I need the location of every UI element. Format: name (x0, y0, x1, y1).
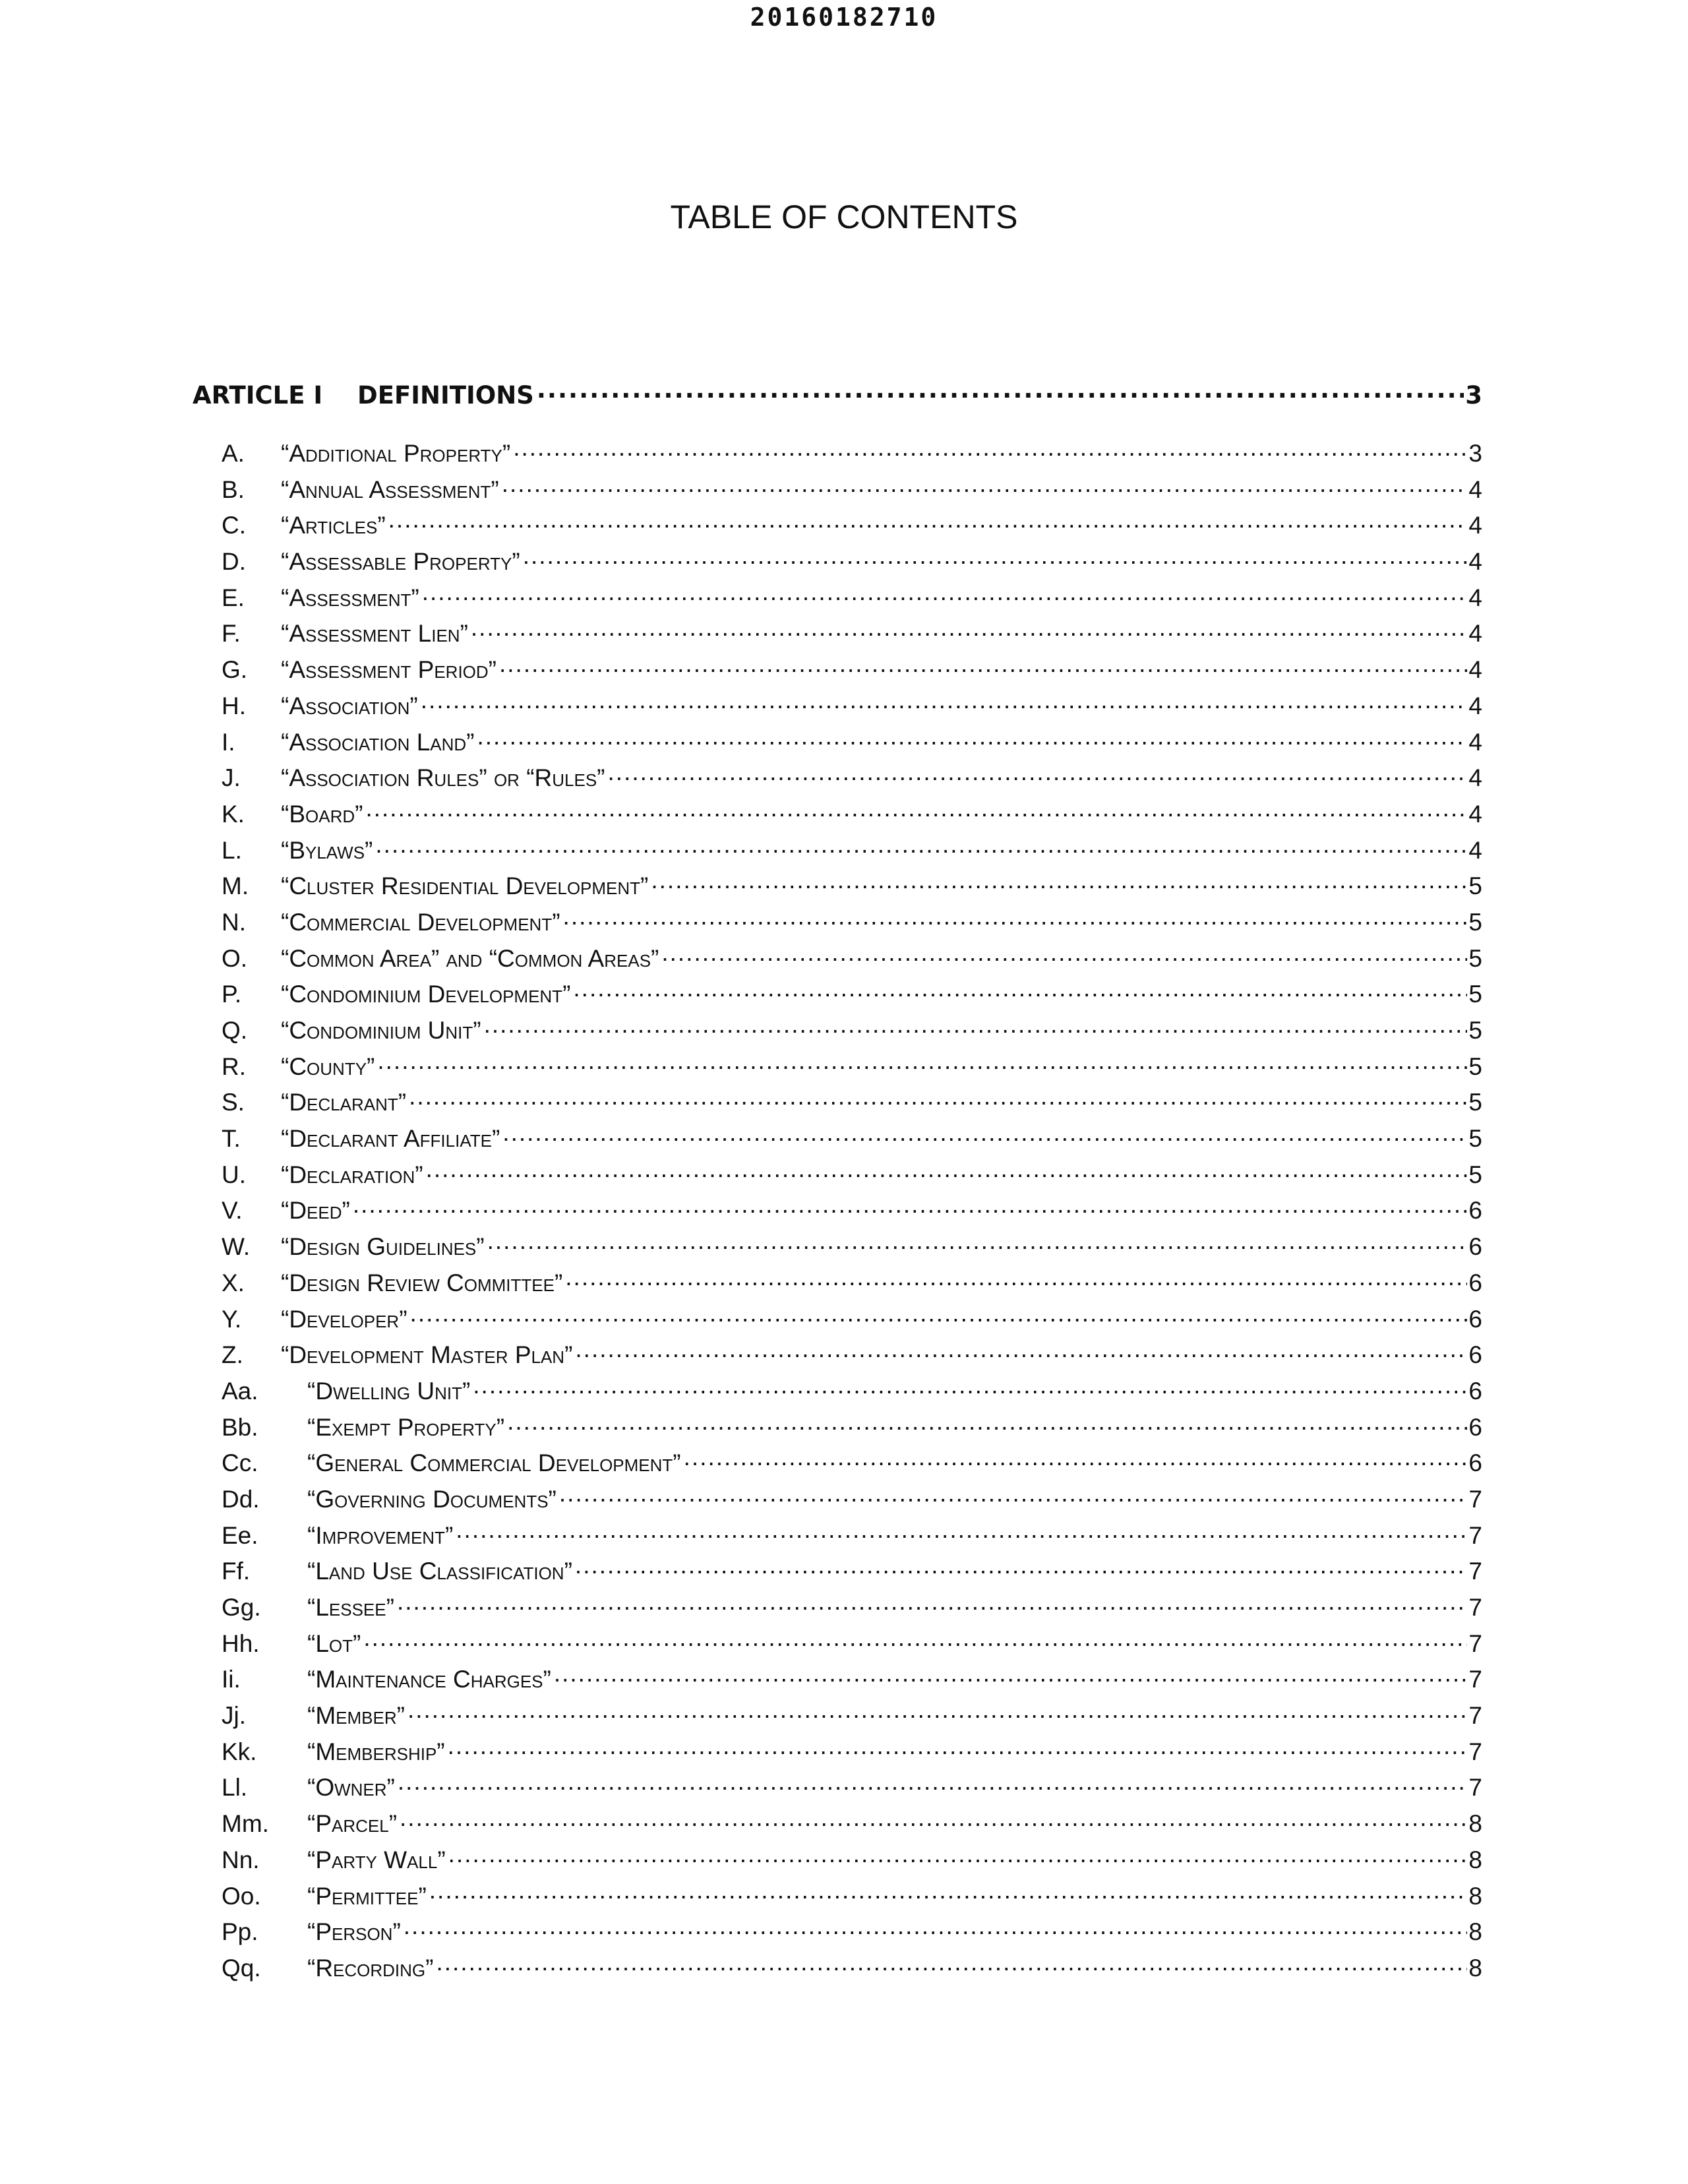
entry-letter: S. (222, 1089, 245, 1116)
toc-entry (193, 1267, 1482, 1303)
toc-entry-list (193, 437, 1482, 1988)
entry-page-number: 4 (1468, 620, 1482, 648)
toc-entry (193, 653, 1482, 690)
dot-leader (562, 1267, 1467, 1291)
entry-page-number: 8 (1468, 1810, 1482, 1838)
toc-entry (193, 1122, 1482, 1159)
entry-term: “Person” (307, 1918, 401, 1946)
entry-letter: Kk. (222, 1738, 257, 1765)
entry-term: “Developer” (281, 1305, 407, 1333)
dot-leader (406, 1086, 1467, 1110)
toc-entry (193, 798, 1482, 834)
toc-entry (193, 1699, 1482, 1736)
entry-page-number: 3 (1468, 440, 1482, 467)
toc-entry (193, 834, 1482, 870)
entry-page-number: 5 (1468, 1089, 1482, 1116)
toc-entry (193, 906, 1482, 942)
dot-leader (520, 545, 1468, 570)
entry-letter: V. (222, 1197, 243, 1225)
toc-entry (193, 978, 1482, 1014)
toc-entry (193, 1771, 1482, 1807)
toc-entry (193, 1339, 1482, 1375)
entry-letter: Ee. (222, 1521, 258, 1549)
entry-term: “Assessment Period” (281, 656, 497, 684)
entry-page-number: 4 (1468, 656, 1482, 684)
dot-leader (445, 1736, 1468, 1760)
entry-letter: D. (222, 548, 246, 576)
dot-leader (500, 1122, 1467, 1147)
entry-letter: C. (222, 512, 246, 539)
entry-term: “Declarant” (281, 1089, 407, 1116)
entry-term: “Maintenance Charges” (307, 1666, 551, 1693)
entry-letter: Qq. (222, 1954, 261, 1982)
dot-leader (433, 1952, 1467, 1976)
entry-term: “Condominium Development” (281, 981, 571, 1008)
entry-letter: Ff. (222, 1558, 251, 1585)
entry-term: “Land Use Classification” (307, 1558, 572, 1585)
entry-letter: K. (222, 800, 245, 828)
entry-page-number: 7 (1468, 1558, 1482, 1585)
dot-leader (648, 870, 1467, 894)
entry-page-number: 5 (1468, 981, 1482, 1008)
toc-entry (193, 1014, 1482, 1050)
entry-page-number: 4 (1468, 584, 1482, 611)
toc-entry (193, 1807, 1482, 1844)
entry-letter: O. (222, 944, 248, 972)
entry-term: “Commercial Development” (281, 908, 560, 936)
entry-page-number: 4 (1468, 692, 1482, 719)
toc-entry (193, 1952, 1482, 1988)
entry-letter: J. (222, 764, 241, 792)
dot-leader (427, 1880, 1468, 1904)
entry-term: “Cluster Residential Development” (281, 872, 649, 900)
toc-entry (193, 1375, 1482, 1411)
entry-term: “Board” (281, 800, 363, 828)
document-number: 20160182710 (750, 3, 938, 32)
entry-term: “Parcel” (307, 1810, 398, 1838)
toc-entry (193, 1880, 1482, 1916)
entry-term: “Condominium Unit” (281, 1017, 481, 1044)
toc-entry (193, 1447, 1482, 1483)
dot-leader (572, 1555, 1468, 1579)
entry-term: “Assessable Property” (281, 548, 520, 576)
entry-page-number: 7 (1468, 1774, 1482, 1802)
entry-page-number: 7 (1468, 1594, 1482, 1621)
entry-page-number: 5 (1468, 908, 1482, 936)
entry-page-number: 6 (1468, 1233, 1482, 1261)
toc-entry (193, 1627, 1482, 1664)
dot-leader (395, 1771, 1468, 1796)
entry-page-number: 8 (1468, 1846, 1482, 1873)
entry-letter: Hh. (222, 1629, 260, 1657)
toc-entry (193, 1844, 1482, 1880)
toc-entry (193, 762, 1482, 798)
entry-term: “Improvement” (307, 1521, 454, 1549)
entry-term: “County” (281, 1052, 375, 1080)
entry-letter: Nn. (222, 1846, 260, 1873)
toc-entry (193, 1736, 1482, 1772)
entry-page-number: 6 (1468, 1197, 1482, 1225)
toc-entry (193, 1916, 1482, 1952)
dot-leader (570, 978, 1467, 1002)
entry-term: “Annual Assessment” (281, 475, 499, 503)
entry-page-number: 7 (1468, 1485, 1482, 1513)
entry-letter: M. (222, 872, 249, 900)
toc-entry (193, 690, 1482, 726)
entry-page-number: 5 (1468, 1017, 1482, 1044)
toc-entry (193, 1050, 1482, 1087)
article-title: DEFINITIONS (357, 381, 534, 410)
dot-leader (572, 1339, 1467, 1363)
entry-page-number: 7 (1468, 1702, 1482, 1730)
entry-letter: B. (222, 475, 245, 503)
entry-term: “Declarant Affiliate” (281, 1125, 500, 1153)
entry-page-number: 4 (1468, 512, 1482, 539)
dot-leader (401, 1916, 1468, 1940)
entry-page-number: 4 (1468, 475, 1482, 503)
entry-page-number: 5 (1468, 1052, 1482, 1080)
entry-letter: Mm. (222, 1810, 269, 1838)
entry-page-number: 7 (1468, 1521, 1482, 1549)
entry-page-number: 8 (1468, 1918, 1482, 1946)
toc-entry (193, 509, 1482, 545)
entry-page-number: 4 (1468, 764, 1482, 792)
entry-page-number: 7 (1468, 1629, 1482, 1657)
page-title: TABLE OF CONTENTS (670, 198, 1018, 235)
entry-term: “Design Review Committee” (281, 1269, 563, 1296)
entry-page-number: 4 (1468, 800, 1482, 828)
entry-term: “Assessment” (281, 584, 419, 611)
dot-leader (504, 1411, 1467, 1436)
dot-leader (363, 798, 1467, 822)
toc-entry (193, 942, 1482, 979)
entry-term: “Common Area” and “Common Areas” (281, 944, 659, 972)
entry-term: “Party Wall” (307, 1846, 446, 1873)
entry-term: “Association Rules” or “Rules” (281, 764, 605, 792)
dot-leader (481, 1014, 1468, 1039)
entry-letter: Y. (222, 1305, 242, 1333)
entry-page-number: 6 (1468, 1449, 1482, 1477)
toc-entry (193, 1483, 1482, 1519)
entry-letter: H. (222, 692, 246, 719)
entry-letter: P. (222, 981, 242, 1008)
dot-leader (375, 1050, 1467, 1075)
toc-entry (193, 437, 1482, 473)
toc-entry (193, 870, 1482, 906)
entry-letter: N. (222, 908, 246, 936)
entry-letter: E. (222, 584, 245, 611)
toc-article-row (193, 379, 1482, 419)
entry-page-number: 4 (1468, 548, 1482, 576)
entry-page-number: 7 (1468, 1738, 1482, 1765)
entry-letter: Aa. (222, 1377, 258, 1405)
toc-entry (193, 1591, 1482, 1627)
entry-letter: Ii. (222, 1666, 241, 1693)
entry-term: “Permittee” (307, 1882, 427, 1910)
article-page-number: 3 (1465, 381, 1482, 410)
table-of-contents (193, 379, 1482, 1988)
dot-leader (551, 1663, 1468, 1687)
dot-leader (386, 509, 1468, 533)
entry-page-number: 5 (1468, 1125, 1482, 1153)
entry-letter: Gg. (222, 1594, 261, 1621)
toc-entry (193, 582, 1482, 618)
entry-letter: I. (222, 728, 235, 756)
entry-term: “Deed” (281, 1197, 350, 1225)
dot-leader (350, 1194, 1468, 1219)
entry-letter: Z. (222, 1341, 243, 1369)
entry-letter: T. (222, 1125, 241, 1153)
entry-letter: X. (222, 1269, 245, 1296)
dot-leader (475, 726, 1468, 750)
entry-letter: Oo. (222, 1882, 261, 1910)
entry-letter: Q. (222, 1017, 248, 1044)
dot-leader (499, 473, 1468, 498)
dot-leader (361, 1627, 1467, 1652)
dot-leader (485, 1230, 1468, 1255)
entry-letter: Dd. (222, 1485, 260, 1513)
entry-page-number: 6 (1468, 1341, 1482, 1369)
dot-leader (468, 617, 1468, 642)
entry-term: “Owner” (307, 1774, 395, 1802)
entry-letter: Pp. (222, 1918, 258, 1946)
entry-term: “Member” (307, 1702, 405, 1730)
toc-entry (193, 1555, 1482, 1591)
dot-leader (470, 1375, 1467, 1399)
toc-entry (193, 1086, 1482, 1122)
toc-entry (193, 1159, 1482, 1195)
entry-letter: F. (222, 620, 241, 648)
dot-leader (373, 834, 1467, 859)
dot-leader (560, 906, 1468, 930)
entry-page-number: 8 (1468, 1882, 1482, 1910)
dot-leader (453, 1519, 1467, 1544)
dot-leader (407, 1303, 1468, 1327)
entry-letter: U. (222, 1161, 246, 1188)
dot-leader (497, 653, 1467, 678)
toc-entry (193, 1663, 1482, 1699)
dot-leader (423, 1159, 1468, 1183)
entry-term: “Exempt Property” (307, 1413, 505, 1441)
entry-letter: L. (222, 836, 242, 864)
toc-entry (193, 617, 1482, 653)
entry-term: “Assessment Lien” (281, 620, 468, 648)
entry-term: “Association” (281, 692, 418, 719)
entry-letter: Cc. (222, 1449, 258, 1477)
toc-entry (193, 1230, 1482, 1267)
entry-page-number: 5 (1468, 872, 1482, 900)
entry-term: “Declaration” (281, 1161, 423, 1188)
dot-leader (418, 690, 1468, 714)
entry-letter: A. (222, 440, 245, 467)
entry-page-number: 6 (1468, 1269, 1482, 1296)
toc-entry (193, 1303, 1482, 1339)
dot-leader (659, 942, 1467, 967)
entry-term: “Bylaws” (281, 836, 373, 864)
toc-entry (193, 545, 1482, 582)
dot-leader (419, 582, 1468, 606)
entry-page-number: 7 (1468, 1666, 1482, 1693)
entry-term: “Design Guidelines” (281, 1233, 485, 1261)
dot-leader (405, 1699, 1467, 1724)
entry-page-number: 6 (1468, 1413, 1482, 1441)
dot-leader (510, 437, 1467, 462)
entry-term: “Dwelling Unit” (307, 1377, 471, 1405)
toc-entry (193, 726, 1482, 762)
toc-entry (193, 1519, 1482, 1556)
toc-entry (193, 1194, 1482, 1230)
entry-term: “Governing Documents” (307, 1485, 557, 1513)
dot-leader (557, 1483, 1468, 1507)
dot-leader (534, 379, 1464, 404)
entry-letter: W. (222, 1233, 251, 1261)
dot-leader (397, 1807, 1467, 1832)
entry-term: “Lessee” (307, 1594, 394, 1621)
entry-term: “Development Master Plan” (281, 1341, 573, 1369)
entry-page-number: 6 (1468, 1305, 1482, 1333)
entry-term: “Membership” (307, 1738, 445, 1765)
dot-leader (394, 1591, 1467, 1616)
article-number: ARTICLE I (193, 381, 323, 410)
toc-entry (193, 1411, 1482, 1447)
entry-term: “Articles” (281, 512, 386, 539)
entry-term: “Association Land” (281, 728, 475, 756)
entry-page-number: 4 (1468, 836, 1482, 864)
entry-term: “Recording” (307, 1954, 434, 1982)
entry-page-number: 8 (1468, 1954, 1482, 1982)
entry-term: “Lot” (307, 1629, 361, 1657)
dot-leader (605, 762, 1468, 786)
entry-letter: Bb. (222, 1413, 258, 1441)
entry-page-number: 5 (1468, 944, 1482, 972)
entry-page-number: 6 (1468, 1377, 1482, 1405)
entry-letter: Ll. (222, 1774, 248, 1802)
entry-page-number: 5 (1468, 1161, 1482, 1188)
dot-leader (446, 1844, 1468, 1868)
entry-letter: G. (222, 656, 248, 684)
toc-entry (193, 473, 1482, 510)
entry-page-number: 4 (1468, 728, 1482, 756)
dot-leader (681, 1447, 1468, 1471)
entry-letter: Jj. (222, 1702, 246, 1730)
entry-term: “General Commercial Development” (307, 1449, 681, 1477)
entry-term: “Additional Property” (281, 440, 511, 467)
entry-letter: R. (222, 1052, 246, 1080)
